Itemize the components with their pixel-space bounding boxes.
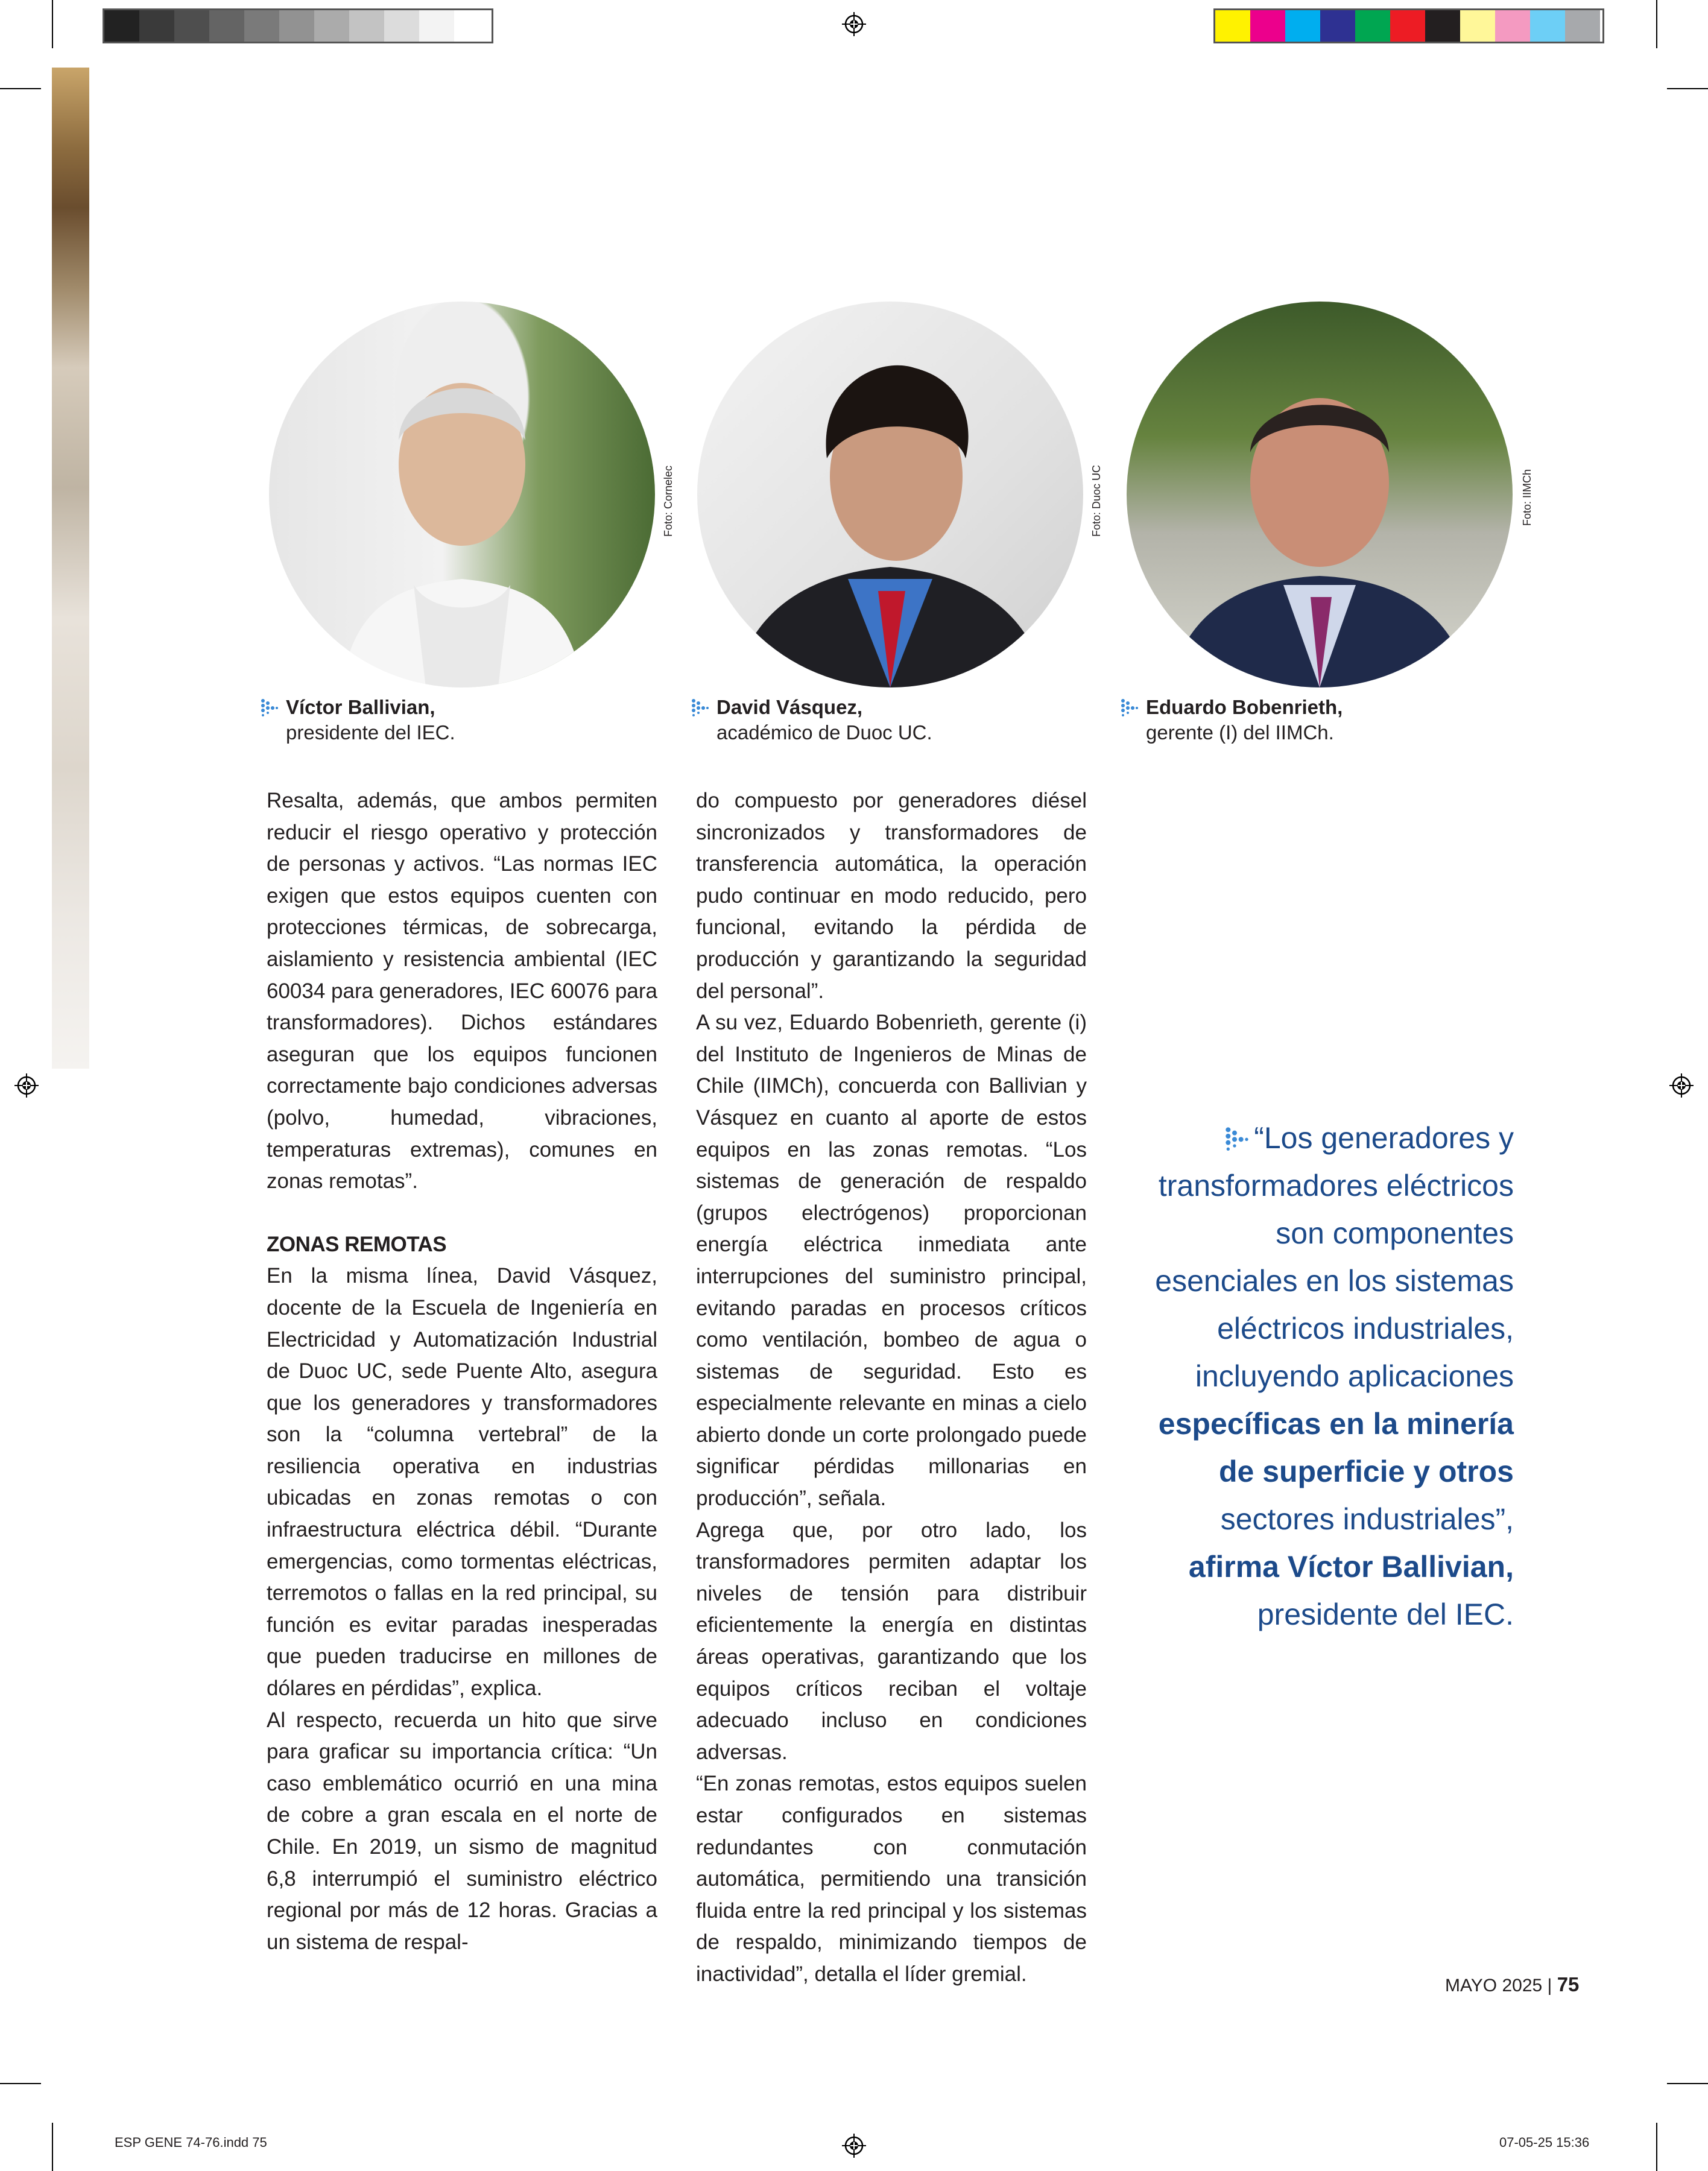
portrait-victor-ballivian-image [269, 302, 655, 687]
body-column-2 [696, 785, 1087, 1991]
trim-mark [1656, 2123, 1657, 2171]
paragraph: En la misma línea, David Vásquez, docente de la Escuela de Ingeniería en Electricidad y Automatización Industrial de Duoc UC, sede Puente Alto, asegura que los generadores y transformadores son la “columna vertebral” de la resiliencia operativa en industrias ubicadas en zonas remotas o con infraestructura eléctrica débil. “Durante emergencias, como tormentas eléctricas, terremotos o fallas en la red principal, su función es evitar paradas inesperadas que pueden traducirse en millones de dólares en pérdidas”, explica. [267, 1264, 657, 1701]
caption-david [716, 695, 932, 745]
page-folio [1445, 1973, 1579, 1996]
caption-name: Víctor Ballivian, [286, 696, 435, 718]
photo-credit: Foto: Cornelec [662, 465, 674, 537]
trim-mark [1656, 0, 1657, 48]
color-swatch [1250, 10, 1285, 42]
bullet-dots-icon [261, 698, 279, 716]
color-swatch [1390, 10, 1425, 42]
trim-mark [0, 88, 41, 89]
photo-credit: Foto: Duoc UC [1090, 464, 1102, 537]
color-swatch [1320, 10, 1355, 42]
portrait-victor-ballivian [269, 302, 655, 687]
trim-mark [52, 0, 53, 48]
color-swatch [1215, 10, 1250, 42]
trim-mark [1667, 88, 1708, 89]
color-swatch [1565, 10, 1600, 42]
bullet-dots-icon [691, 698, 709, 716]
portrait-eduardo-bobenrieth-image [1127, 302, 1513, 687]
gray-swatch [174, 10, 209, 42]
paragraph: Al respecto, recuerda un hito que sirve para graficar su importancia crítica: “Un caso emblemático ocurrió en una mina de cobre a gran escala en el norte de Chile. En 2019, un sismo de magnitud 6,8 interrumpió el suministro eléctrico regional por más de 12 horas. Gracias a un sistema de respal- [267, 1708, 657, 1954]
color-swatch [1355, 10, 1390, 42]
portrait-david-vasquez-image [697, 302, 1083, 687]
photo-credit: Foto: IIMCh [1521, 469, 1533, 526]
quote-dots-icon [1225, 1127, 1249, 1151]
pull-quote [1128, 1114, 1514, 1639]
caption-eduardo [1146, 695, 1343, 745]
gray-swatch [349, 10, 384, 42]
trim-mark [0, 2083, 41, 2084]
caption-role: presidente del IEC. [286, 721, 455, 744]
trim-mark [1667, 2083, 1708, 2084]
gray-swatch [384, 10, 419, 42]
folio-separator: | [1547, 1976, 1552, 1996]
color-swatch [1285, 10, 1320, 42]
color-swatch [1460, 10, 1495, 42]
paragraph: do compuesto por generadores diésel sincronizados y transformadores de transferencia automática, la operación pudo continuar en modo reducido, pero funcional, evitando la pérdida de producción y garantizando la seguridad del personal”. [696, 789, 1087, 1003]
folio-month: MAYO 2025 [1445, 1976, 1543, 1996]
gray-swatch [104, 10, 139, 42]
portrait-david-vasquez [697, 302, 1083, 687]
gray-swatch [314, 10, 349, 42]
caption-role: académico de Duoc UC. [716, 721, 932, 744]
caption-victor [286, 695, 455, 745]
gray-swatch [454, 10, 489, 42]
color-swatch [1495, 10, 1530, 42]
color-swatch [1530, 10, 1565, 42]
gray-swatch [139, 10, 174, 42]
paragraph: Agrega que, por otro lado, los transformadores permiten adaptar los niveles de tensión para distribuir eficientemente la energía en distintas áreas operativas, garantizando que los equipos críticos reciban el voltaje adecuado incluso en condiciones adversas. [696, 1518, 1087, 1764]
quote-attribution: afirma Víctor Ballivian, [1188, 1550, 1514, 1584]
color-bar [1213, 8, 1604, 43]
bleed-photo-strip [52, 68, 89, 1069]
gray-swatch [209, 10, 244, 42]
registration-mark-icon [1669, 1073, 1694, 1098]
caption-role: gerente (I) del IIMCh. [1146, 721, 1334, 744]
bullet-dots-icon [1121, 698, 1139, 716]
paragraph: Resalta, además, que ambos permiten reducir el riesgo operativo y protección de personas y activos. “Las normas IEC exigen que estos equipos cuenten con protecciones térmicas, de sobrecarga, aislamiento y resistencia ambiental (IEC 60034 para generadores, IEC 60076 para transformadores). Dichos estándares aseguran que los equipos funcionen correctamente bajo condiciones adversas (polvo, humedad, vibraciones, temperaturas extremas), comunes en zonas remotas”. [267, 789, 657, 1193]
gray-swatch [279, 10, 314, 42]
quote-text: “Los generadores y transformadores eléctricos son componentes esenciales en los sistemas eléctricos industriales, incluyendo aplicaciones [1155, 1121, 1514, 1393]
page-number: 75 [1557, 1973, 1580, 1996]
slug-filename: ESP GENE 74-76.indd 75 [115, 2135, 267, 2150]
registration-mark-icon [842, 12, 866, 36]
quote-attribution-role: presidente del IEC. [1257, 1597, 1514, 1631]
gray-swatch [419, 10, 454, 42]
registration-mark-icon [14, 1073, 39, 1098]
paragraph: A su vez, Eduardo Bobenrieth, gerente (i) del Instituto de Ingenieros de Minas de Chile (IIMCh), concuerda con Ballivian y Vásquez en cuanto al aporte de estos equipos en las zonas remotas. “Los sistemas de generación de respaldo (grupos electrógenos) proporcionan energía eléctrica inmediata ante interrupciones del suministro principal, evitando paradas en procesos críticos como ventilación, bombeo de agua o sistemas de seguridad. Esto es especialmente relevante en minas a cielo abierto donde un corte prolongado puede significar pérdidas millonarias en producción”, señala. [696, 1011, 1087, 1511]
paragraph: “En zonas remotas, estos equipos suelen estar configurados en sistemas redundantes con conmutación automática, permitiendo una transición fluida entre la red principal y los sistemas de respaldo, minimizando tiempos de inactividad”, detalla el líder gremial. [696, 1772, 1087, 1986]
portrait-eduardo-bobenrieth [1127, 302, 1513, 687]
quote-text: sectores industriales”, [1220, 1502, 1514, 1536]
body-column-1 [267, 785, 657, 1958]
gray-swatch [244, 10, 279, 42]
caption-name: David Vásquez, [716, 696, 863, 718]
color-swatch [1425, 10, 1460, 42]
quote-bold-text: específicas en la minería de superficie y otros [1158, 1407, 1514, 1488]
caption-name: Eduardo Bobenrieth, [1146, 696, 1343, 718]
section-heading: ZONAS REMOTAS [267, 1232, 447, 1256]
registration-mark-icon [842, 2134, 866, 2158]
trim-mark [52, 2123, 53, 2171]
slug-date: 07-05-25 15:36 [1499, 2135, 1590, 2150]
grayscale-bar [103, 8, 493, 43]
